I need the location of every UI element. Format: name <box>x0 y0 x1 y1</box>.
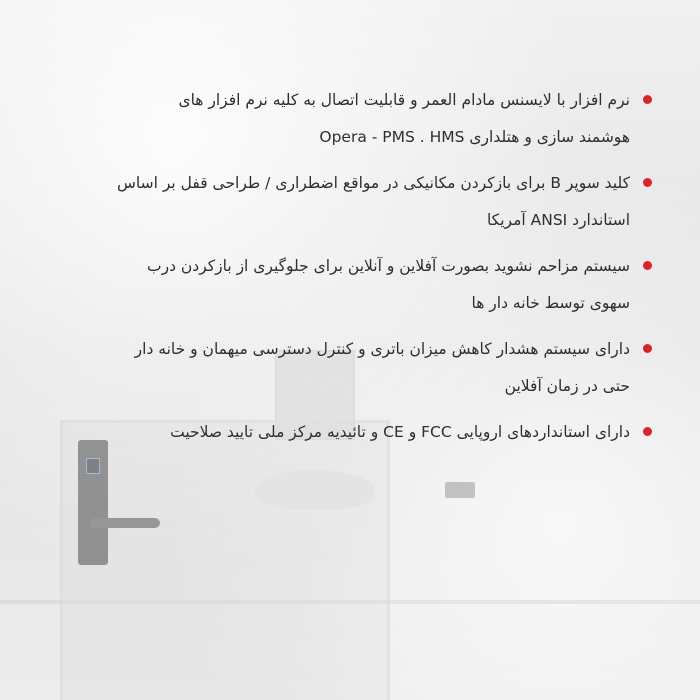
feature-line: سهوی توسط خانه دار ها <box>471 294 630 312</box>
door-handle-image <box>90 518 160 528</box>
bullet-dot-icon <box>643 95 652 104</box>
feature-line: نرم افزار با لایسنس مادام العمر و قابلیت اتصال به کلیه نرم افزار های <box>178 91 630 109</box>
feature-line: دارای سیستم هشدار کاهش میزان باتری و کنترل دسترسی میهمان و خانه دار <box>134 340 630 358</box>
door-image <box>60 420 390 700</box>
bullet-dot-icon <box>643 178 652 187</box>
feature-item <box>47 165 652 239</box>
bullet-dot-icon <box>643 427 652 436</box>
feature-line: هوشمند سازی و هتلداری Opera - PMS . HMS <box>319 128 630 146</box>
feature-line: حتی در زمان آفلاین <box>504 377 630 395</box>
lock-screen-icon <box>86 458 100 474</box>
wall-switch-image <box>445 482 475 498</box>
feature-item <box>47 248 652 322</box>
feature-list <box>47 82 652 460</box>
bullet-dot-icon <box>643 344 652 353</box>
feature-line: دارای استانداردهای اروپایی FCC و CE و تائیدیه مرکز ملی تایید صلاحیت <box>170 423 630 441</box>
feature-line: استاندارد ANSI آمریکا <box>486 211 630 229</box>
feature-item <box>47 82 652 156</box>
feature-line: کلید سوپر B برای بازکردن مکانیکی در مواقع اضطراری / طراحی قفل بر اساس <box>116 174 630 192</box>
basin-image <box>255 470 375 510</box>
feature-line: سیستم مزاحم نشوید بصورت آفلاین و آنلاین برای جلوگیری از بازکردن درب <box>147 257 630 275</box>
bullet-dot-icon <box>643 261 652 270</box>
feature-item <box>47 331 652 405</box>
feature-item <box>47 414 652 451</box>
floor-line <box>0 600 700 604</box>
